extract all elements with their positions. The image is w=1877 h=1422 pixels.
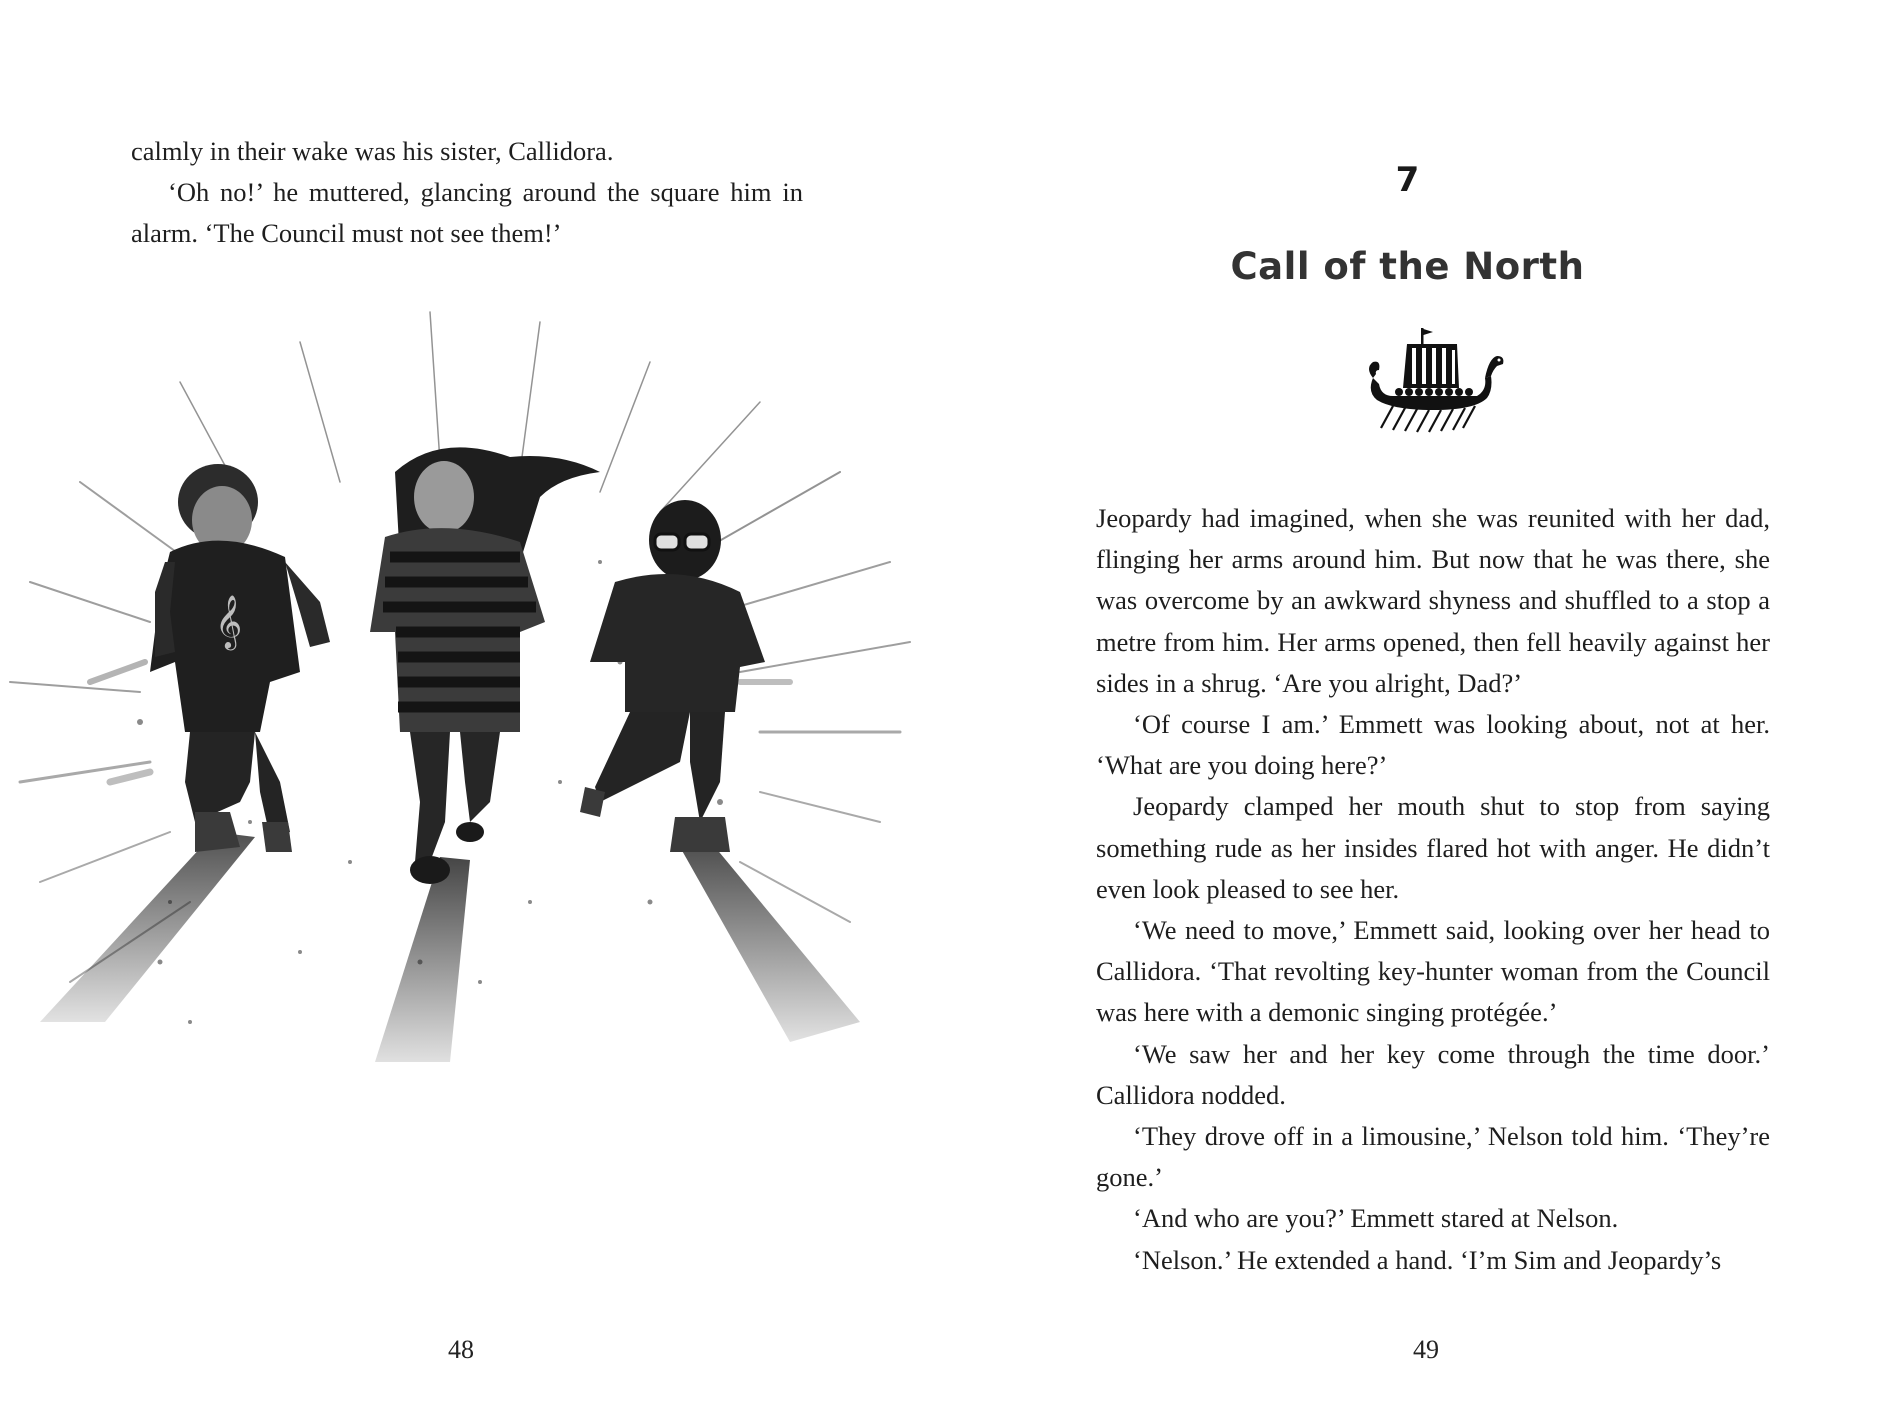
chapter-number: 7	[1395, 160, 1420, 200]
paragraph: Jeopardy had imagined, when she was reunited with her dad, flinging her arms around him. But now that he was there, she was overcome by an awkward shyness and shuffled to a stop a metre from him. Her arms opened, then fell heavily against her sides in a shrug. ‘Are you alright, Dad?’	[1096, 503, 1770, 698]
viking-longship-icon	[1363, 326, 1505, 436]
girl-with-striped-jumper	[370, 447, 600, 884]
right-page-text	[1096, 498, 1770, 1281]
left-page-text	[131, 131, 803, 255]
ground-shadows	[40, 832, 860, 1062]
paragraph: ‘Nelson.’ He extended a hand. ‘I’m Sim and Jeopardy’s	[1133, 1244, 1722, 1275]
paragraph: ‘Oh no!’ he muttered, glancing around the square him in alarm. ‘The Council must not see them!’	[131, 177, 803, 249]
paragraph: ‘Of course I am.’ Emmett was looking about, not at her. ‘What are you doing here?’	[1096, 709, 1770, 781]
boy-with-hoodie	[150, 464, 330, 852]
chapter-title: Call of the North	[1230, 245, 1585, 288]
three-children-running-illustration	[0, 262, 938, 1262]
paragraph: ‘We saw her and her key come through the time door.’ Callidora nodded.	[1096, 1038, 1770, 1110]
paragraph: calmly in their wake was his sister, Callidora.	[131, 136, 614, 166]
right-page	[938, 0, 1877, 1422]
page-number: 49	[1413, 1335, 1439, 1364]
paragraph: Jeopardy clamped her mouth shut to stop from saying something rude as her insides flared hot with anger. He didn’t even look pleased to see her.	[1096, 791, 1770, 904]
paragraph: ‘And who are you?’ Emmett stared at Nelson.	[1133, 1203, 1619, 1234]
left-page	[0, 0, 938, 1422]
paragraph: ‘We need to move,’ Emmett said, looking over her head to Callidora. ‘That revolting key-hunter woman from the Council was here with a demonic singing protégée.’	[1096, 915, 1770, 1028]
paragraph: ‘They drove off in a limousine,’ Nelson told him. ‘They’re gone.’	[1096, 1121, 1770, 1193]
svg-text:𝄞: 𝄞	[215, 594, 243, 648]
page-number: 48	[448, 1335, 474, 1364]
boy-with-glasses	[580, 500, 765, 852]
